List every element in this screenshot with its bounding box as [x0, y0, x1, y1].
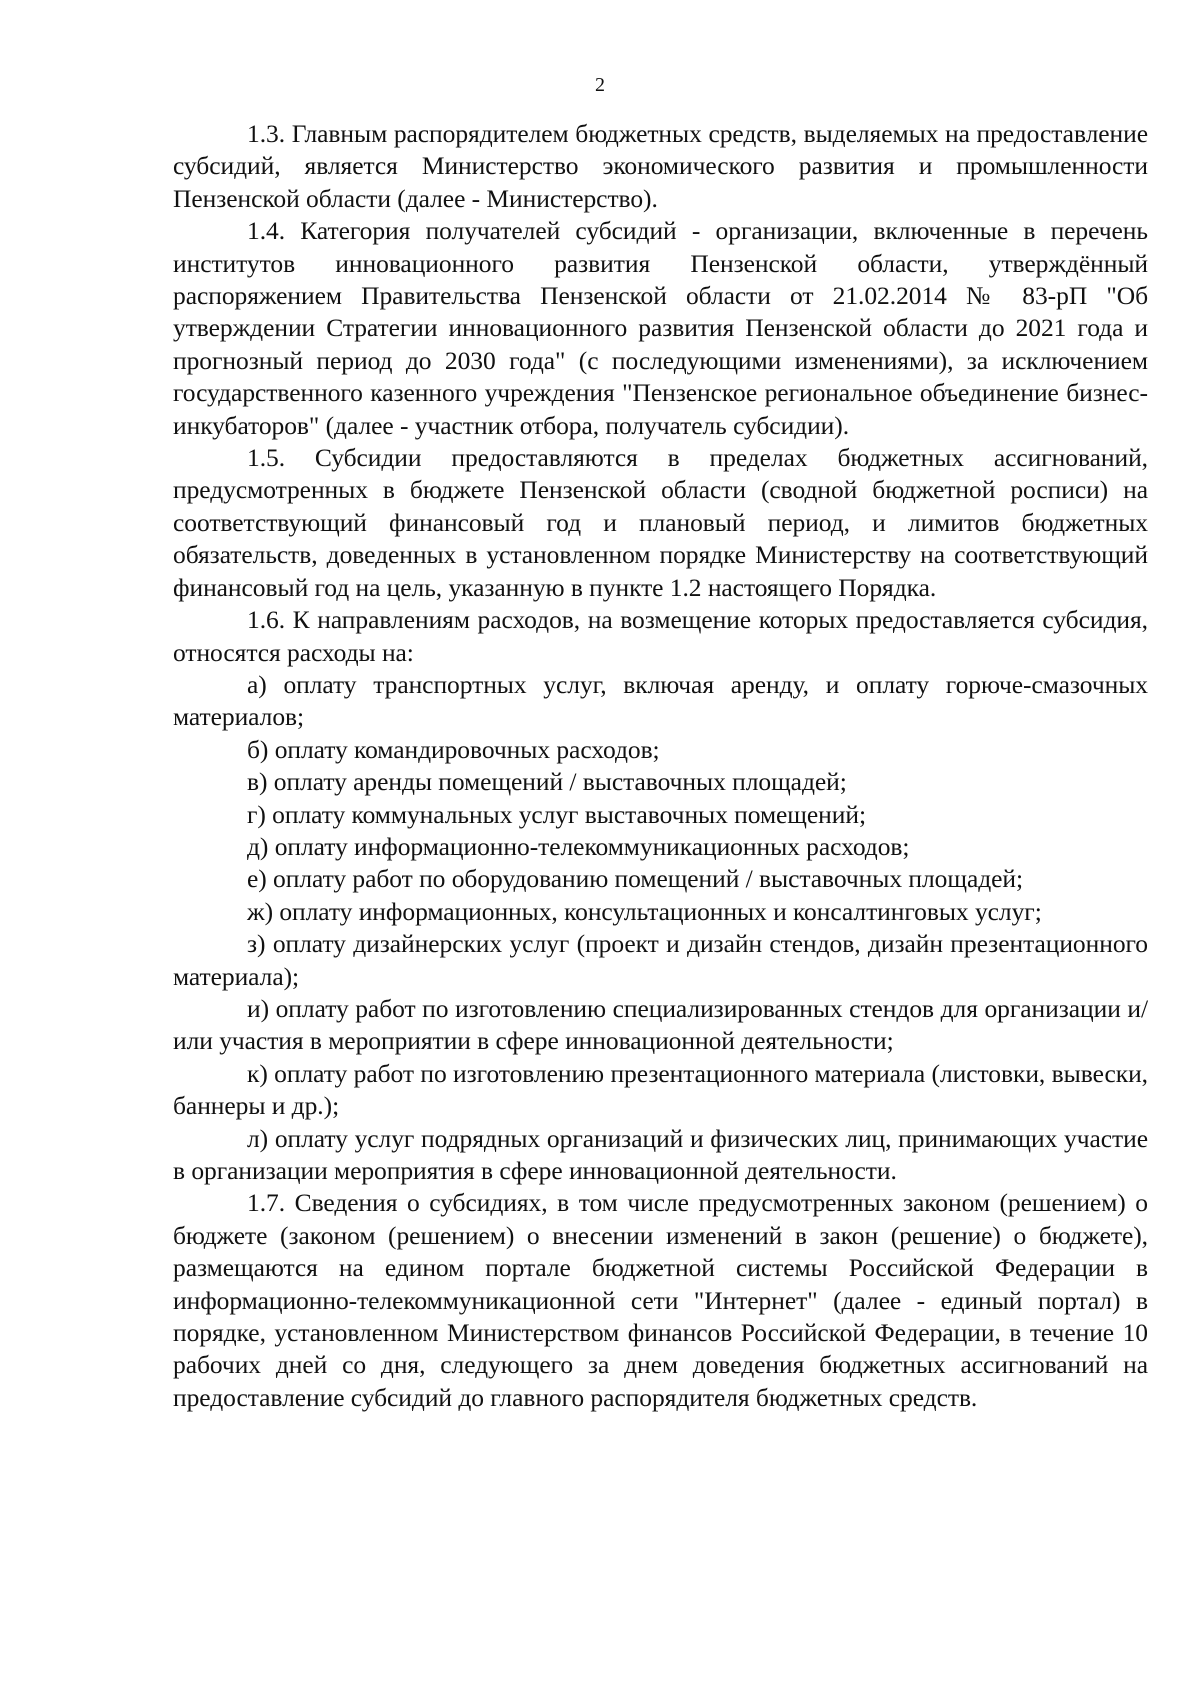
list-item-k: к) оплату работ по изготовлению презентационного материала (листовки, вывески, баннеры и др.);	[173, 1058, 1148, 1121]
paragraph-1-6: 1.6. К направлениям расходов, на возмещение которых предоставляется субсидия, относятся расходы на:	[173, 605, 1148, 667]
list-item-g: г) оплату коммунальных услуг выставочных помещений;	[247, 799, 866, 829]
list-item-d: д) оплату информационно-телекоммуникационных расходов;	[247, 831, 910, 861]
list-item-b: б) оплату командировочных расходов;	[247, 734, 660, 764]
list-item-a: а) оплату транспортных услуг, включая аренду, и оплату горюче-смазочных материалов;	[173, 669, 1148, 732]
list-item-zh: ж) оплату информационных, консультационных и консалтинговых услуг;	[247, 896, 1042, 926]
list-item-l: л) оплату услуг подрядных организаций и физических лиц, принимающих участие в организации мероприятия в сфере инновационной деятельности.	[173, 1123, 1148, 1185]
paragraph-1-7: 1.7. Сведения о субсидиях, в том числе предусмотренных законом (решением) о бюджете (законом (решением) о внесении изменений в закон (решение) о бюджете), размещаются на едином портале бюджетной системы Российской Федерации в информационно-телекоммуникационной сети "Интернет" (далее - единый портал) в порядке, установленном Министерством финансов Российской Федерации, в течение 10 рабочих дней со дня, следующего за днем доведения бюджетных ассигнований на предоставление субсидий до главного распорядителя бюджетных средств.	[173, 1188, 1148, 1412]
paragraph-1-4: 1.4. Категория получателей субсидий - организации, включенные в перечень институтов инновационного развития Пензенской области, утверждённый распоряжением Правительства Пензенской области от 21.02.2014 № 83-рП "Об утверждении Стратегии инновационного развития Пензенской области до 2021 года и прогнозный период до 2030 года" (с последующими изменениями), за исключением государственного казенного учреждения "Пензенское региональное объединение бизнес-инкубаторов" (далее - участник отбора, получатель субсидии).	[173, 216, 1148, 440]
page-number: 2	[595, 74, 605, 96]
document-body	[173, 118, 1148, 1414]
list-item-v: в) оплату аренды помещений / выставочных площадей;	[247, 767, 847, 797]
list-item-z: з) оплату дизайнерских услуг (проект и дизайн стендов, дизайн презентационного материала);	[173, 929, 1148, 991]
list-item-e: е) оплату работ по оборудованию помещений / выставочных площадей;	[247, 864, 1024, 894]
paragraph-1-5: 1.5. Субсидии предоставляются в пределах бюджетных ассигнований, предусмотренных в бюджете Пензенской области (сводной бюджетной росписи) на соответствующий финансовый год и плановый период, и лимитов бюджетных обязательств, доведенных в установленном порядке Министерству на соответствующий финансовый год на цель, указанную в пункте 1.2 настоящего Порядка.	[173, 443, 1148, 602]
list-item-i: и) оплату работ по изготовлению специализированных стендов для организации и/или участия в мероприятии в сфере инновационной деятельности;	[173, 993, 1148, 1056]
paragraph-1-3: 1.3. Главным распорядителем бюджетных средств, выделяемых на предоставление субсидий, является Министерство экономического развития и промышленности Пензенской области (далее - Министерство).	[173, 119, 1148, 213]
